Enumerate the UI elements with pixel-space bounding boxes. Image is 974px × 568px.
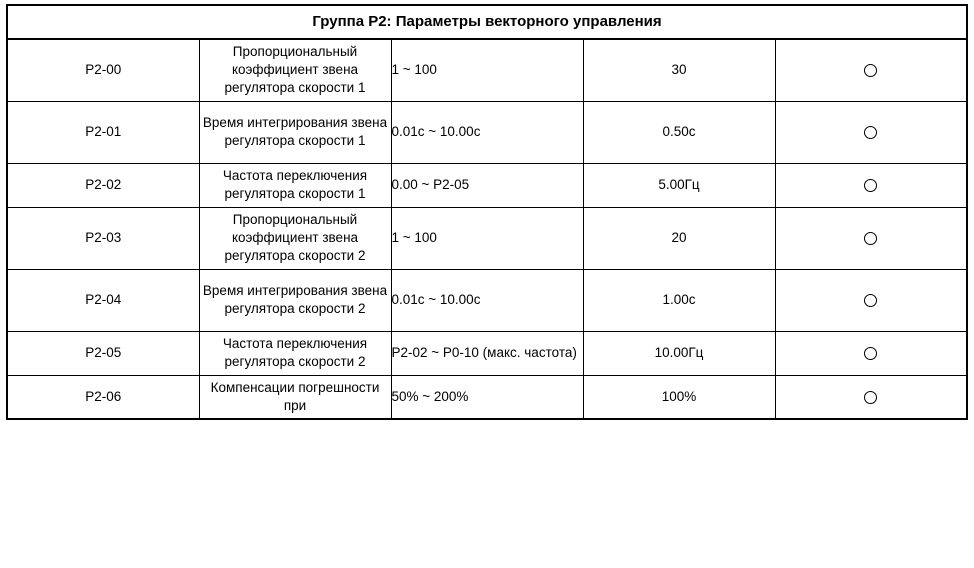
parameter-name: Частота переключения регулятора скорости 1 [199, 163, 391, 207]
table-row [7, 163, 967, 207]
parameter-modifiable-cell [775, 39, 967, 101]
circle-icon [864, 179, 877, 192]
parameter-name: Частота переключения регулятора скорости 2 [199, 331, 391, 375]
parameter-range: 0.01c ~ 10.00c [391, 269, 583, 331]
parameter-default-value: 1.00c [583, 269, 775, 331]
parameter-range: 1 ~ 100 [391, 207, 583, 269]
parameter-code: P2-01 [7, 101, 199, 163]
parameter-default-value: 20 [583, 207, 775, 269]
parameter-code: P2-04 [7, 269, 199, 331]
parameter-range: 0.01c ~ 10.00c [391, 101, 583, 163]
group-title-row [7, 5, 967, 39]
parameter-code: P2-06 [7, 375, 199, 419]
group-title: Группа P2: Параметры векторного управления [7, 5, 967, 39]
parameter-modifiable-cell [775, 269, 967, 331]
parameter-code: P2-02 [7, 163, 199, 207]
parameter-modifiable-cell [775, 375, 967, 419]
parameter-name: Компенсации погрешности при [199, 375, 391, 419]
circle-icon [864, 391, 877, 404]
parameter-modifiable-cell [775, 163, 967, 207]
circle-icon [864, 126, 877, 139]
parameter-modifiable-cell [775, 331, 967, 375]
table-row [7, 375, 967, 419]
table-header [7, 5, 967, 39]
circle-icon [864, 64, 877, 77]
table-body [7, 39, 967, 419]
circle-icon [864, 294, 877, 307]
parameter-name: Пропорциональный коэффициент звена регулятора скорости 1 [199, 39, 391, 101]
parameter-range: 0.00 ~ P2-05 [391, 163, 583, 207]
table-row [7, 269, 967, 331]
parameter-code: P2-03 [7, 207, 199, 269]
parameter-default-value: 10.00Гц [583, 331, 775, 375]
parameter-name: Время интегрирования звена регулятора скорости 1 [199, 101, 391, 163]
parameter-range: 1 ~ 100 [391, 39, 583, 101]
parameter-modifiable-cell [775, 101, 967, 163]
table-row [7, 331, 967, 375]
parameter-name: Пропорциональный коэффициент звена регулятора скорости 2 [199, 207, 391, 269]
parameter-range: P2-02 ~ P0-10 (макс. частота) [391, 331, 583, 375]
circle-icon [864, 232, 877, 245]
parameter-table [6, 4, 968, 420]
table-row [7, 39, 967, 101]
parameter-code: P2-00 [7, 39, 199, 101]
table-row [7, 207, 967, 269]
parameter-code: P2-05 [7, 331, 199, 375]
table-row [7, 101, 967, 163]
parameter-default-value: 5.00Гц [583, 163, 775, 207]
parameter-default-value: 0.50c [583, 101, 775, 163]
parameter-modifiable-cell [775, 207, 967, 269]
parameter-default-value: 30 [583, 39, 775, 101]
parameter-range: 50% ~ 200% [391, 375, 583, 419]
parameter-default-value: 100% [583, 375, 775, 419]
circle-icon [864, 347, 877, 360]
parameter-name: Время интегрирования звена регулятора скорости 2 [199, 269, 391, 331]
